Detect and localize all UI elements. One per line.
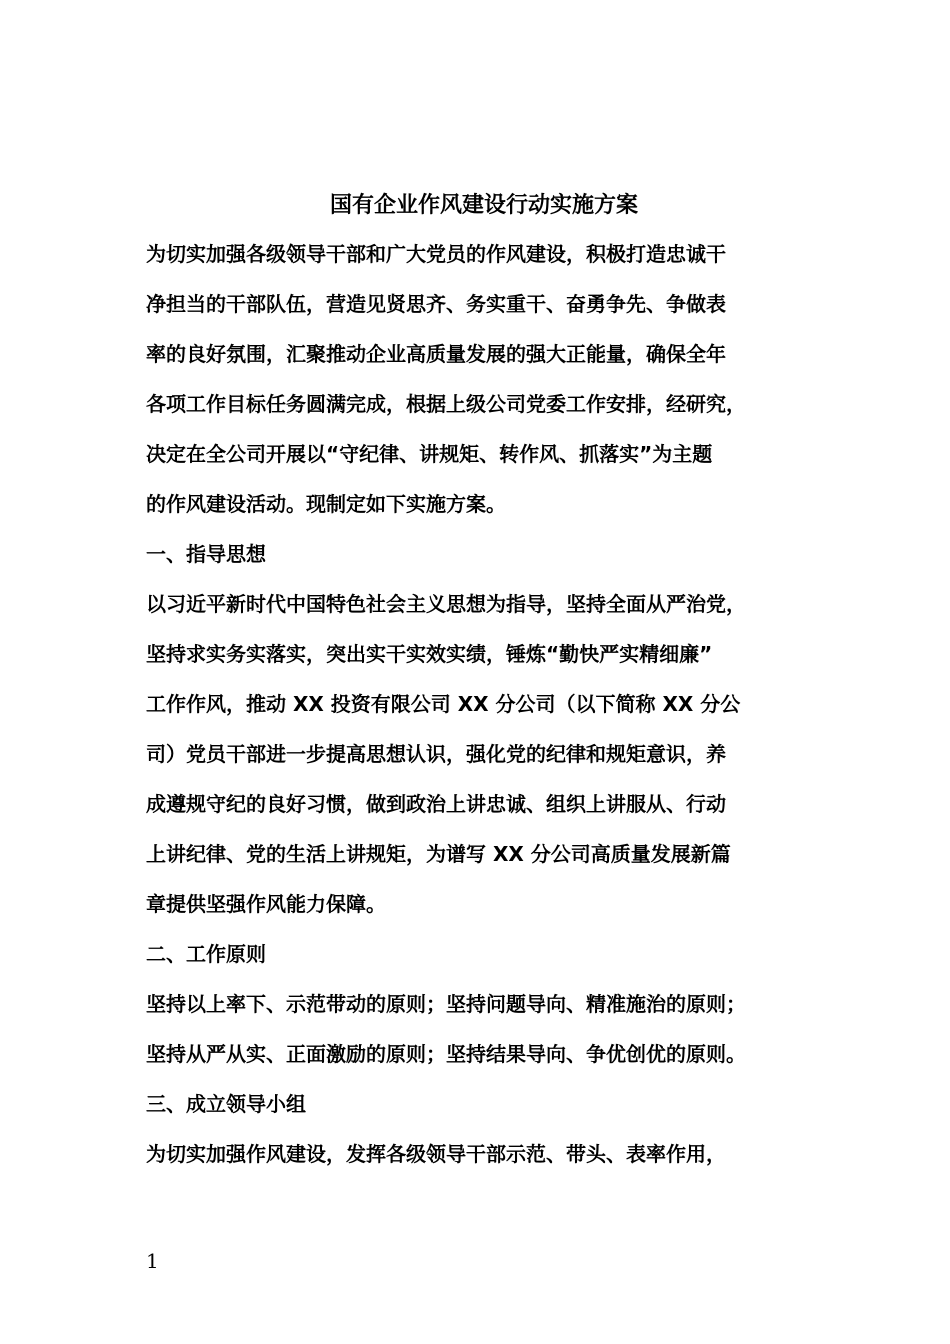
guiding-ideology-line-2: 坚持求实务实落实，突出实干实效实绩，锤炼“勤快严实精细廉” [146,642,713,666]
intro-line-5: 决定在全公司开展以“守纪律、讲规矩、转作风、抓落实”为主题 [146,442,713,466]
guiding-ideology-line-4: 司）党员干部进一步提高思想认识，强化党的纪律和规矩意识，养 [146,742,726,766]
guiding-ideology-line-1: 以习近平新时代中国特色社会主义思想为指导，坚持全面从严治党， [146,592,746,616]
intro-line-6: 的作风建设活动。现制定如下实施方案。 [146,492,506,516]
intro-line-1: 为切实加强各级领导干部和广大党员的作风建设，积极打造忠诚干 [146,242,726,266]
section-heading-guiding-ideology: 一、指导思想 [146,542,266,566]
page-number: 1 [146,1249,159,1273]
guiding-ideology-line-3: 工作作风，推动 XX 投资有限公司 XX 分公司（以下简称 XX 分公 [146,692,741,716]
guiding-ideology-line-7: 章提供坚强作风能力保障。 [146,892,386,916]
work-principles-line-2: 坚持从严从实、正面激励的原则；坚持结果导向、争优创优的原则。 [146,1042,746,1066]
section-heading-work-principles: 二、工作原则 [146,942,266,966]
guiding-ideology-line-5: 成遵规守纪的良好习惯，做到政治上讲忠诚、组织上讲服从、行动 [146,792,726,816]
work-principles-line-1: 坚持以上率下、示范带动的原则；坚持问题导向、精准施治的原则； [146,992,746,1016]
document-title: 国有企业作风建设行动实施方案 [329,193,638,218]
leading-group-line-1: 为切实加强作风建设，发挥各级领导干部示范、带头、表率作用， [146,1142,726,1166]
intro-line-3: 率的良好氛围，汇聚推动企业高质量发展的强大正能量，确保全年 [146,342,726,366]
intro-line-2: 净担当的干部队伍，营造见贤思齐、务实重干、奋勇争先、争做表 [146,292,726,316]
guiding-ideology-line-6: 上讲纪律、党的生活上讲规矩，为谱写 XX 分公司高质量发展新篇 [146,842,731,866]
intro-line-4: 各项工作目标任务圆满完成，根据上级公司党委工作安排，经研究， [146,392,746,416]
section-heading-leading-group: 三、成立领导小组 [146,1092,306,1116]
